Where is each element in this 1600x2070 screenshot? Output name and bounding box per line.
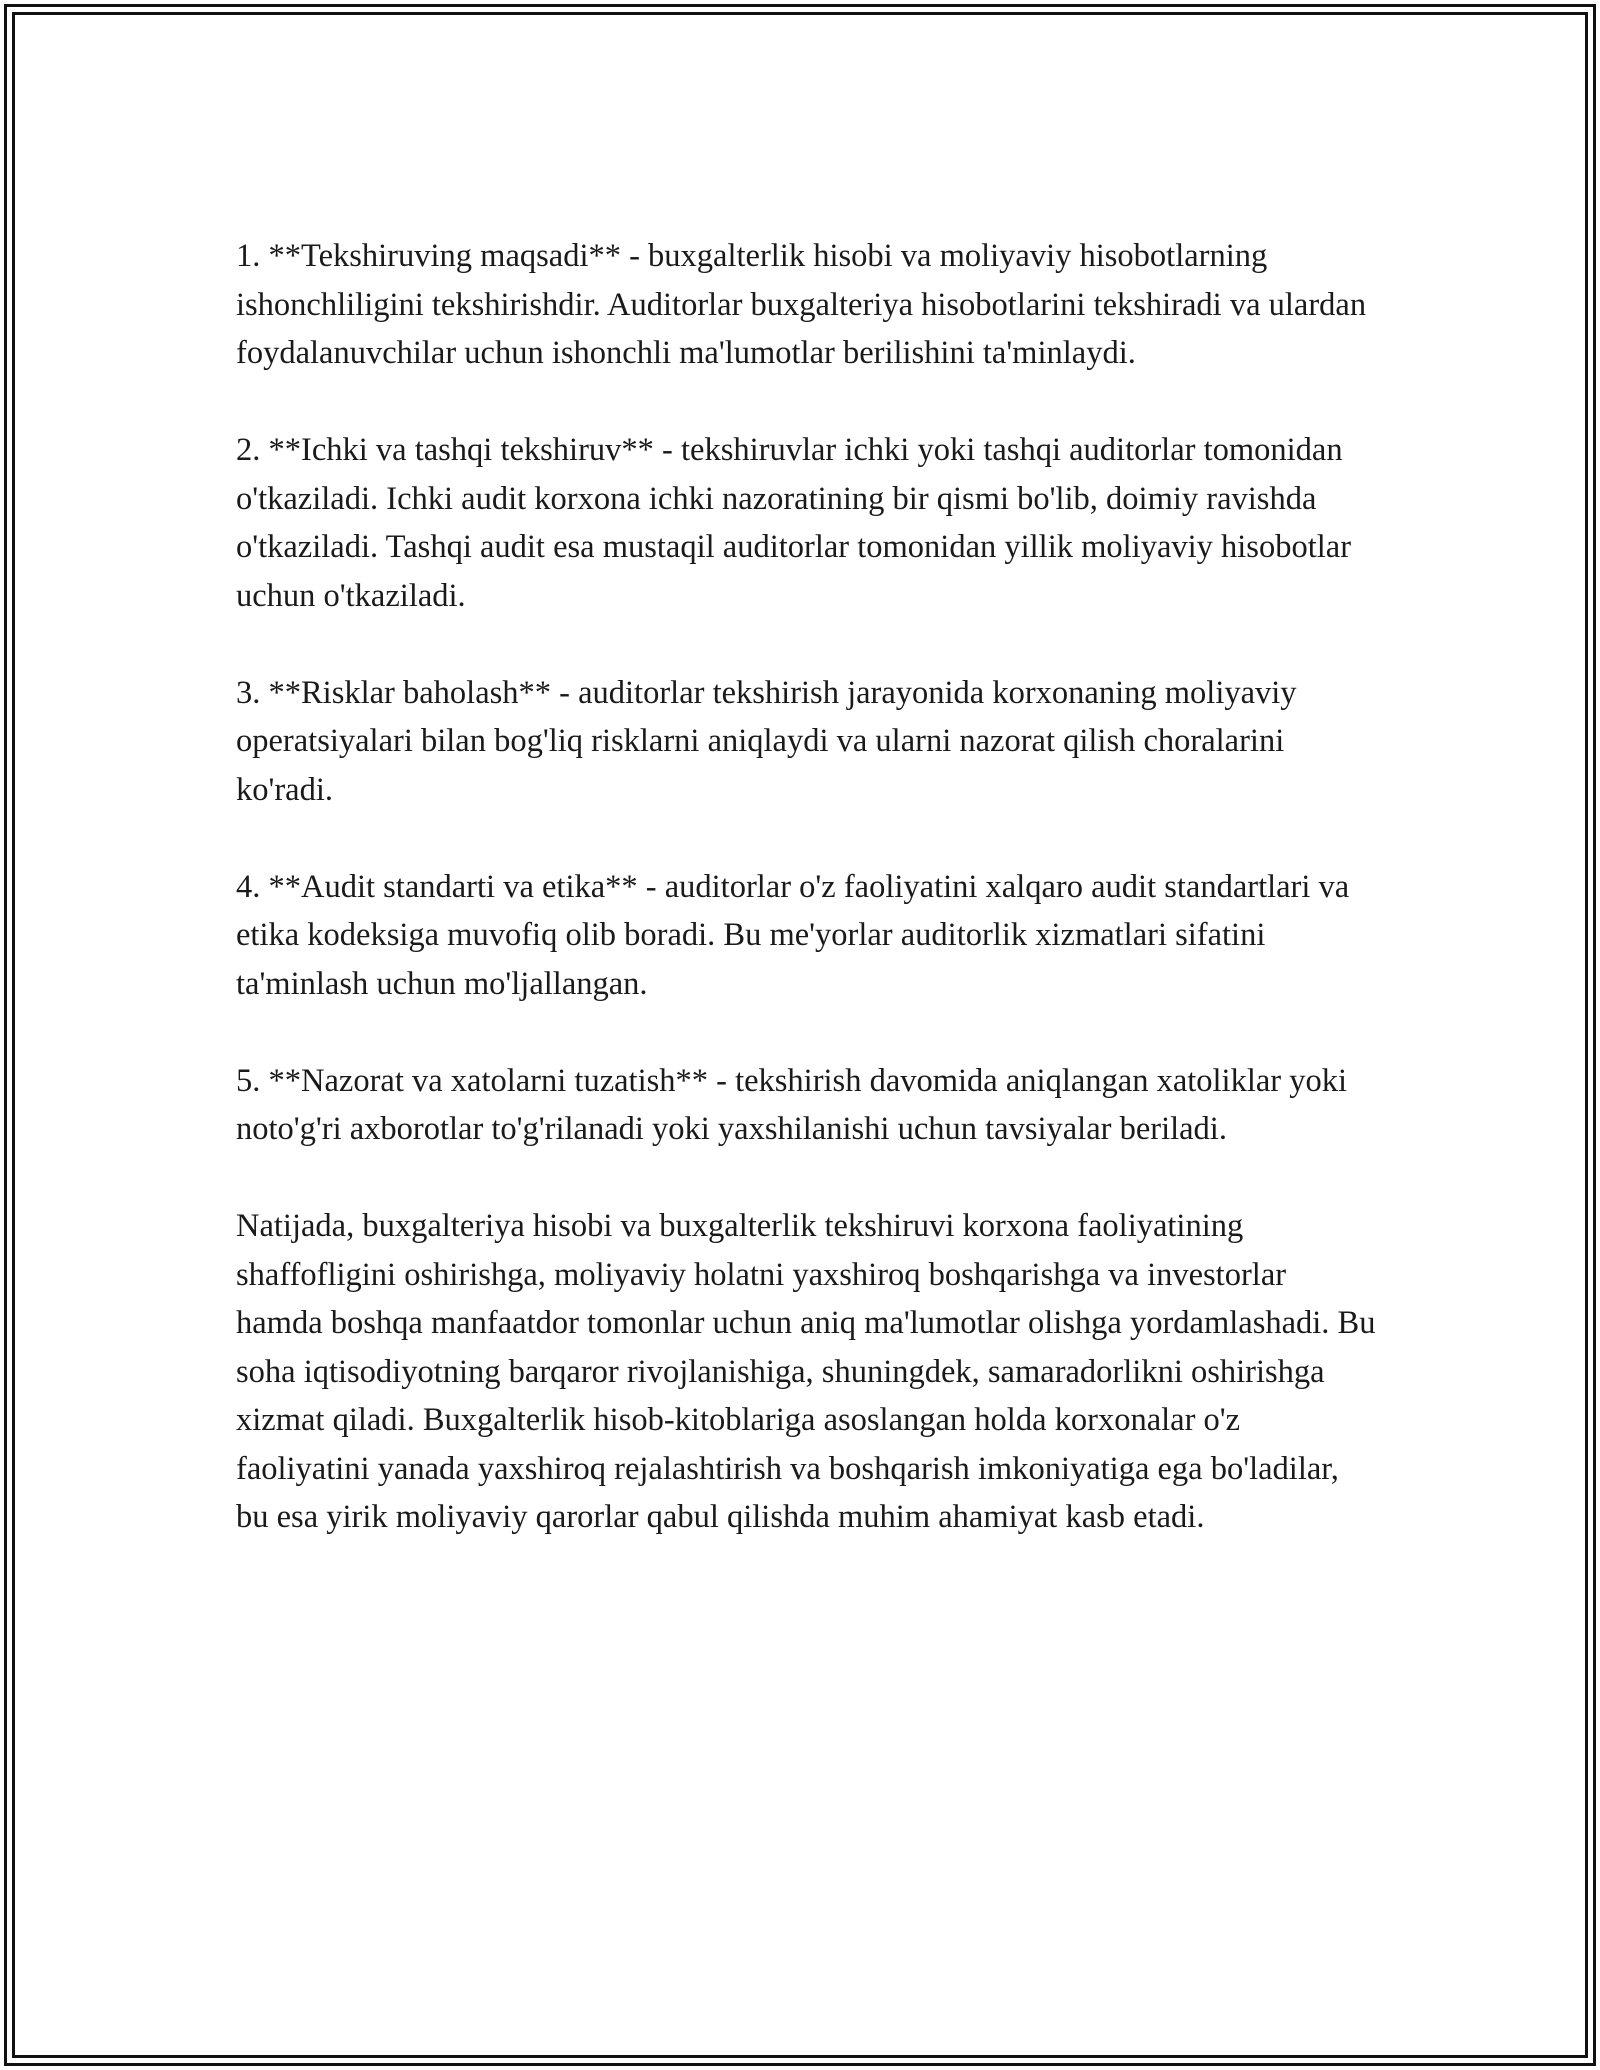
paragraph-control-correction: 5. **Nazorat va xatolarni tuzatish** - tekshirish davomida aniqlangan xatoliklar yoki noto'g'ri axborotlar to'g'rilanadi yoki yaxshilanishi uchun tavsiyalar beriladi.	[236, 1062, 1348, 1147]
paragraph-internal-external: 2. **Ichki va tashqi tekshiruv** - tekshiruvlar ichki yoki tashqi auditorlar tomonidan o'tkaziladi. Ichki audit korxona ichki nazoratining bir qismi bo'lib, doimiy ravishda o'tkaziladi. Tashqi audit esa mustaqil auditorlar tomonidan yillik moliyaviy hisobotlar uchun o'tkaziladi.	[236, 432, 1352, 614]
paragraph-risk-assessment: 3. **Risklar baholash** - auditorlar tekshirish jarayonida korxonaning moliyaviy operatsiyalari bilan bog'liq risklarni aniqlaydi va ularni nazorat qilish choralarini ko'radi.	[236, 674, 1297, 808]
paragraph-standards-ethics: 4. **Audit standarti va etika** - auditorlar o'z faoliyatini xalqaro audit standartlari va etika kodeksiga muvofiq olib boradi. Bu me'yorlar auditorlik xizmatlari sifatini ta'minlash uchun mo'ljallangan.	[236, 868, 1350, 1002]
paragraph-purpose: 1. **Tekshiruving maqsadi** - buxgalterlik hisobi va moliyaviy hisobotlarning ishonchliligini tekshirishdir. Auditorlar buxgalteriya hisobotlarini tekshiradi va ulardan foydalanuvchilar uchun ishonchli ma'lumotlar berilishini ta'minlaydi.	[236, 238, 1367, 371]
paragraph-conclusion: Natijada, buxgalteriya hisobi va buxgalterlik tekshiruvi korxona faoliyatining shaffofligini oshirishga, moliyaviy holatni yaxshiroq boshqarishga va investorlar hamda boshqa manfaatdor tomonlar uchun aniq ma'lumotlar olishga yordamlashadi. Bu soha iqtisodiyotning barqaror rivojlanishiga, shuningdek, samaradorlikni oshirishga xizmat qiladi. Buxgalterlik hisob-kitoblariga asoslangan holda korxonalar o'z faoliyatini yanada yaxshiroq rejalashtirish va boshqarish imkoniyatiga ega bo'ladilar, bu esa yirik moliyaviy qarorlar qabul qilishda muhim ahamiyat kasb etadi.	[236, 1208, 1376, 1535]
document-body	[236, 232, 1376, 1542]
